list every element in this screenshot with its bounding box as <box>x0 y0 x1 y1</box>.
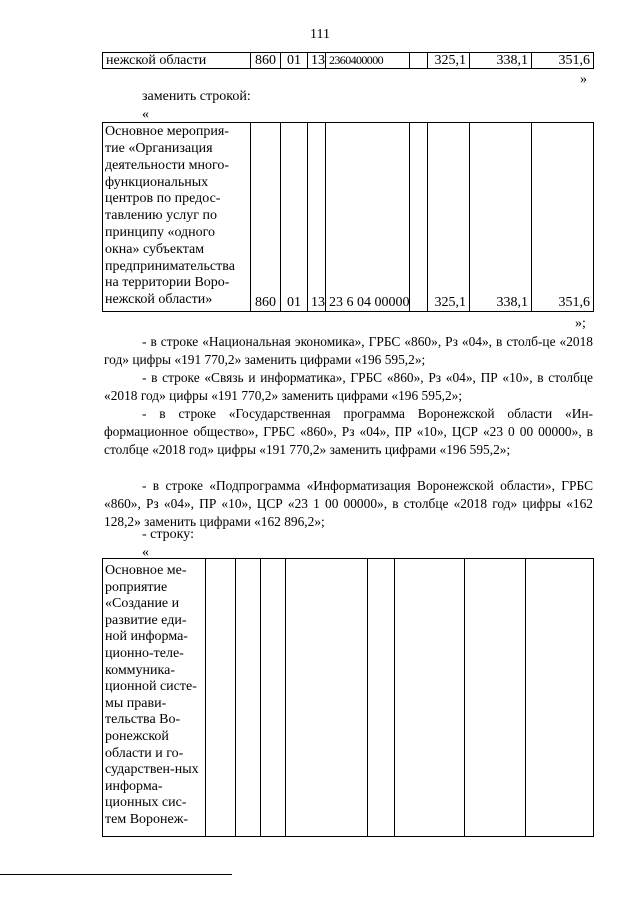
csr-cell <box>286 559 368 837</box>
closing-quote: » <box>580 72 587 87</box>
closing-quote-semicolon: »; <box>575 316 586 331</box>
rz-cell: 01 <box>281 123 308 312</box>
budget-table-fragment-top <box>102 52 594 69</box>
pr-cell <box>261 559 286 837</box>
vr-cell <box>368 559 395 837</box>
table-row <box>103 559 594 837</box>
value-2020-cell <box>526 559 594 837</box>
value-2018-cell: 325,1 <box>428 123 470 312</box>
row-instruction: - строку: <box>142 527 194 542</box>
value-2018-cell: 325,1 <box>428 53 470 69</box>
paragraph-subprogram: - в строке «Подпрограмма «Информатизация Воронежской области», ГРБС «860», Рз «04», ПР «10», ЦСР «23 1 00 00000», в столбце «2018 год» цифры «162 128,2» заменить цифрами «162 896,2»; <box>104 478 593 529</box>
table-row <box>103 123 594 312</box>
replacement-table <box>102 122 594 312</box>
pr-cell: 13 <box>308 53 326 69</box>
opening-quote: « <box>142 107 149 122</box>
vr-cell <box>410 53 428 69</box>
grbs-cell <box>206 559 236 837</box>
paragraph-state-program: - в строке «Государственная программа Воронежской области «Ин-формационное общество», ГРБС «860», Рз «04», ПР «10», ЦСР «23 0 00 00000», в столбце «2018 год» цифры «191 770,2» заменить цифрами «196 595,2»; <box>104 406 593 457</box>
value-2020-cell: 351,6 <box>532 53 594 69</box>
value-2019-cell: 338,1 <box>470 53 532 69</box>
replace-instruction: заменить строкой: <box>142 89 251 104</box>
paragraph-communications: - в строке «Связь и информатика», ГРБС «860», Рз «04», ПР «10», в столбце «2018 год» цифры «191 770,2» заменить цифрами «196 595,2»; <box>104 370 593 403</box>
value-2019-cell <box>465 559 526 837</box>
row-name-cell: Основное ме-роприятие «Создание и развитие еди-ной информа-ционно-теле-коммуника-ционной систе-мы прави-тельства Во-ронежской области и го-сударствен-ных информа-ционных сис-тем Воронеж- <box>103 559 206 837</box>
table-row <box>103 53 594 69</box>
value-2019-cell: 338,1 <box>470 123 532 312</box>
row-name-cell: нежской области <box>103 53 251 69</box>
csr-cell: 23 6 04 00000 <box>326 123 410 312</box>
pr-cell: 13 <box>308 123 326 312</box>
value-2018-cell <box>395 559 465 837</box>
vr-cell <box>410 123 428 312</box>
footer-line <box>0 874 232 875</box>
opening-quote: « <box>142 545 149 560</box>
paragraph-national-economy: - в строке «Национальная экономика», ГРБС «860», Рз «04», в столб-це «2018 год» цифры «191 770,2» заменить цифрами «196 595,2»; <box>104 334 593 367</box>
rz-cell <box>236 559 261 837</box>
csr-cell: 2360400000 <box>326 53 410 69</box>
value-2020-cell: 351,6 <box>532 123 594 312</box>
grbs-cell: 860 <box>251 123 281 312</box>
row-name-cell: Основное мероприя-тие «Организация деятельности много-функциональных центров по предос-тавлению услуг по принципу «одного окна» субъектам предпринимательства на территории Воро-нежской области» <box>103 123 251 312</box>
grbs-cell: 860 <box>251 53 281 69</box>
rz-cell: 01 <box>281 53 308 69</box>
source-table-fragment <box>102 558 594 837</box>
page-number: 111 <box>310 27 330 42</box>
